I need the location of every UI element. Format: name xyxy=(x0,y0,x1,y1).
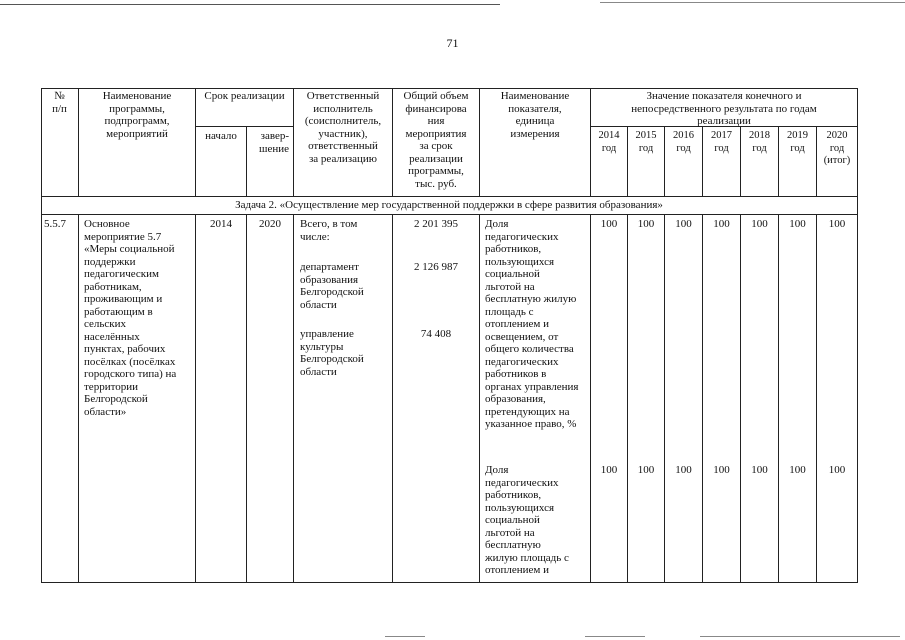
row-funding-culture: 74 408 xyxy=(420,328,452,340)
row-funding-education: 2 126 987 xyxy=(414,261,458,273)
row-value-2-2014: 100 xyxy=(600,464,618,476)
header-year-2020: 2020 год (итог) xyxy=(823,130,851,166)
row-indicator-1: Доля педагогических работников, пользующихся социальной льготой на бесплатную жилую площадь с отоплением и освещением, от общего количества педагогических работников в органах управления образования, претендующих на указанное право, % xyxy=(485,218,579,430)
row-responsible-education: департамент образования Белгородской области xyxy=(300,261,364,311)
header-end: завер- шение xyxy=(258,130,289,155)
header-year-2019: 2019 год xyxy=(787,130,808,154)
row-responsible-culture: управление культуры Белгородской области xyxy=(300,328,364,378)
scan-artifact-bottom-left xyxy=(385,636,425,637)
row-value-2-2017: 100 xyxy=(713,464,730,476)
row-responsible-total: Всего, в том числе: xyxy=(300,218,358,243)
row-value-2-2020: 100 xyxy=(828,464,846,476)
row-value-2-2018: 100 xyxy=(751,464,768,476)
header-period: Срок реализации xyxy=(204,90,285,102)
row-number: 5.5.7 xyxy=(44,218,66,230)
header-name: Наименование программы, подпрограмм, мероприятий xyxy=(102,90,172,140)
row-value-1-2017: 100 xyxy=(713,218,730,230)
row-value-2-2019: 100 xyxy=(789,464,806,476)
row-start: 2014 xyxy=(210,218,232,230)
header-funding: Общий объем финансирова ния мероприятия за срок реализации программы, тыс. руб. xyxy=(403,90,469,190)
row-value-1-2018: 100 xyxy=(751,218,768,230)
row-value-2-2016: 100 xyxy=(675,464,692,476)
header-year-2015: 2015 год xyxy=(635,130,657,154)
header-responsible: Ответственный исполнитель (соисполнитель, участник), ответственный за реализацию xyxy=(304,90,382,165)
row-name: Основное мероприятие 5.7 «Меры социальной поддержки педагогическим работникам, проживающим и работающим в сельских населённых пунктах, рабочих посёлках (посёлках городского типа) на территории Белгородской области» xyxy=(84,218,177,418)
page-number: 71 xyxy=(446,36,459,50)
header-values: Значение показателя конечного и непосредственного результата по годам реализации xyxy=(631,90,817,127)
row-value-1-2020: 100 xyxy=(828,218,846,230)
row-funding-total: 2 201 395 xyxy=(414,218,458,230)
header-year-2014: 2014 год xyxy=(598,130,620,154)
task-row: Задача 2. «Осуществление мер государственной поддержки в сфере развития образования» xyxy=(235,199,663,211)
row-value-2-2015: 100 xyxy=(637,464,655,476)
row-value-1-2016: 100 xyxy=(675,218,692,230)
scan-artifact-top xyxy=(0,4,500,5)
header-indicator: Наименование показателя, единица измерения xyxy=(500,90,570,140)
row-value-1-2015: 100 xyxy=(637,218,655,230)
row-indicator-2: Доля педагогических работников, пользующихся социальной льготой на бесплатную жилую площадь с отоплением и xyxy=(485,464,569,576)
scan-artifact-bottom-far xyxy=(700,636,900,637)
header-year-2016: 2016 год xyxy=(673,130,694,154)
scan-artifact-bottom-right xyxy=(585,636,645,637)
row-end: 2020 xyxy=(259,218,281,230)
header-year-2017: 2017 год xyxy=(711,130,732,154)
header-year-2018: 2018 год xyxy=(749,130,770,154)
row-value-1-2019: 100 xyxy=(789,218,806,230)
row-value-1-2014: 100 xyxy=(600,218,618,230)
header-number: № п/п xyxy=(52,90,67,115)
header-start: начало xyxy=(205,130,237,142)
scan-artifact-top-right xyxy=(600,2,905,3)
